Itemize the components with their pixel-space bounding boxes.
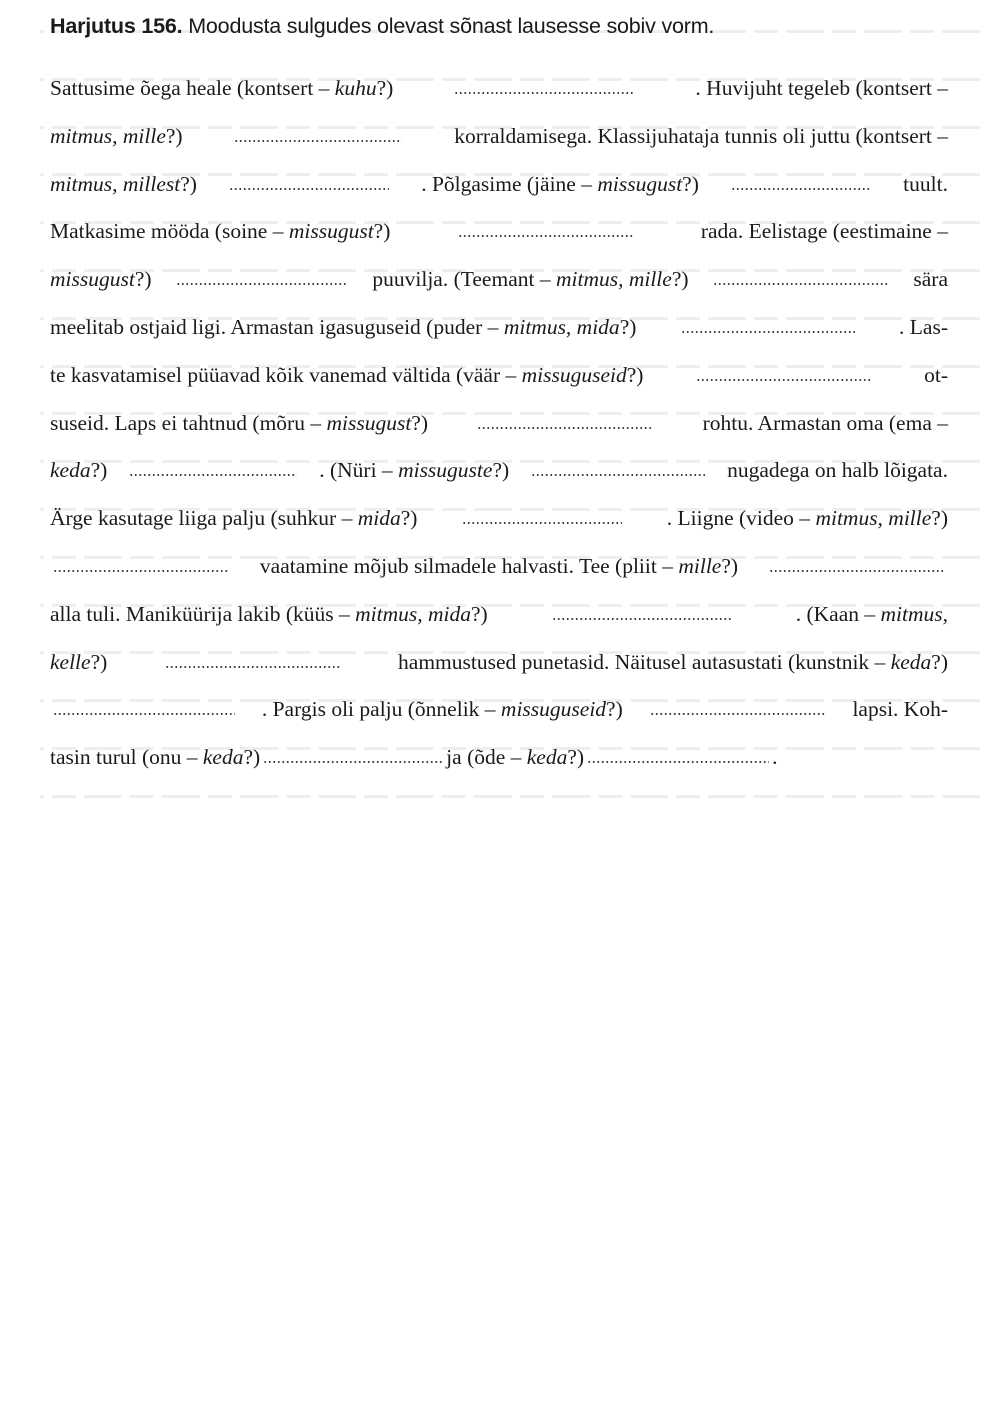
sentence-text: . (Kaan – (795, 601, 881, 626)
case-hint: missugust (326, 410, 412, 435)
answer-blank[interactable] (462, 521, 622, 525)
answer-blank[interactable] (234, 139, 402, 143)
case-hint: kuhu (334, 76, 377, 100)
answer-blank[interactable] (53, 712, 235, 716)
exercise-heading (50, 14, 714, 39)
exercise-line (50, 359, 948, 391)
exercise-line (50, 646, 948, 678)
case-hint: kelle (50, 649, 91, 674)
text-fragment (913, 263, 948, 295)
sentence-text: ?) (90, 649, 108, 674)
exercise-line (50, 550, 948, 582)
answer-blank[interactable] (454, 91, 634, 95)
sentence-text: ?) (671, 267, 689, 292)
text-fragment (796, 598, 948, 630)
sentence-text: ?) (400, 506, 418, 531)
text-fragment (924, 359, 948, 391)
sentence-text: ?) (376, 76, 394, 100)
sentence-text: ?) (243, 745, 261, 770)
sentence-text: nugadega on halb lõigata. (727, 458, 948, 483)
sentence-text: te kasvatamisel püüavad kõik vanemad vältida (väär – (50, 362, 522, 387)
answer-blank[interactable] (477, 426, 653, 430)
text-fragment (319, 454, 509, 486)
answer-blank[interactable] (552, 617, 732, 621)
sentence-text: puuvilja. (Teemant – (372, 267, 556, 292)
text-fragment (50, 598, 488, 630)
case-hint: missuguseid (500, 697, 607, 722)
text-fragment (50, 168, 197, 200)
sentence-text: ?) (931, 506, 948, 531)
text-fragment (260, 550, 738, 582)
answer-blank[interactable] (696, 378, 872, 382)
sentence-text: rada. Eelistage (eestimaine – (700, 219, 948, 244)
text-fragment (701, 215, 948, 247)
case-hint: missugust (288, 219, 374, 244)
case-hint: missuguseid (521, 362, 627, 387)
case-hint: mitmus, (880, 601, 948, 626)
answer-blank[interactable] (587, 760, 769, 764)
answer-blank[interactable] (769, 569, 945, 573)
answer-blank[interactable] (229, 187, 389, 191)
text-fragment (398, 646, 948, 678)
text-fragment (50, 454, 107, 486)
sentence-text: ?) (165, 123, 183, 148)
answer-blank[interactable] (165, 665, 341, 669)
sentence-text: . Pargis oli palju (õnnelik – (261, 697, 501, 722)
case-hint: mitmus, millest (50, 171, 181, 196)
text-fragment (703, 407, 948, 439)
case-hint: mille (678, 554, 722, 578)
exercise-line (50, 693, 948, 725)
sentence-text: rohtu. Armastan oma (ema – (702, 410, 948, 435)
case-hint: mitmus, mille (50, 123, 166, 148)
exercise-line (50, 311, 948, 343)
text-fragment (50, 741, 260, 773)
sentence-text: ?) (931, 649, 948, 674)
text-fragment (421, 168, 699, 200)
text-fragment (50, 407, 428, 439)
sentence-text: . (Nüri – (319, 458, 399, 483)
case-hint: keda (202, 745, 244, 770)
sentence-text: lapsi. Koh- (852, 697, 948, 722)
text-fragment (50, 263, 152, 295)
sentence-text: . (772, 745, 778, 770)
exercise-line (50, 72, 948, 104)
text-fragment (50, 359, 643, 391)
sentence-text: ?) (180, 171, 197, 196)
sentence-text: hammustused punetasid. Näitusel autasustati (kunstnik – (398, 649, 891, 674)
bleed-through-line (40, 795, 980, 798)
text-fragment (852, 693, 948, 725)
text-fragment (50, 311, 636, 343)
sentence-text: ?) (626, 362, 644, 387)
sentence-text: meelitab ostjaid ligi. Armastan igasuguseid (puder – (50, 315, 504, 339)
case-hint: keda (50, 458, 91, 483)
sentence-text: Ärge kasutage liiga palju (suhkur – (50, 506, 358, 531)
sentence-text: ?) (567, 745, 585, 770)
sentence-text: ?) (606, 697, 623, 722)
sentence-text: ?) (492, 458, 510, 483)
case-hint: mitmus, mille (555, 267, 672, 292)
sentence-text: ?) (373, 219, 391, 244)
sentence-text: . Las- (899, 315, 948, 339)
sentence-text: ?) (90, 458, 108, 483)
answer-blank[interactable] (713, 282, 889, 286)
text-fragment (667, 502, 948, 534)
case-hint: missugust (597, 171, 683, 196)
case-hint: missugust (50, 267, 135, 292)
answer-blank[interactable] (681, 330, 855, 334)
sentence-text: Matkasime mööda (soine – (50, 219, 289, 244)
exercise-line (50, 215, 948, 247)
text-fragment (50, 120, 183, 152)
exercise-line (50, 741, 948, 773)
exercise-instruction: Moodusta sulgudes olevast sõnast lausesse sobiv vorm. (188, 14, 715, 38)
sentence-text: korraldamisega. Klassijuhataja tunnis oli juttu (kontsert – (454, 123, 948, 148)
sentence-text: tuult. (903, 171, 948, 196)
sentence-text: ?) (721, 554, 739, 578)
case-hint: keda (890, 649, 932, 674)
text-fragment (50, 646, 107, 678)
exercise-line (50, 598, 948, 630)
sentence-text: ?) (682, 171, 699, 196)
answer-blank[interactable] (531, 473, 705, 477)
sentence-text: sära (913, 267, 948, 292)
text-fragment (446, 741, 584, 773)
exercise-line (50, 454, 948, 486)
text-fragment (772, 741, 777, 773)
text-fragment (50, 72, 393, 104)
sentence-text: . Huvijuht tegeleb (kontsert – (695, 76, 948, 100)
case-hint: missuguste (398, 458, 493, 483)
text-fragment (727, 454, 948, 486)
sentence-text: Sattusime õega heale (kontsert – (50, 76, 335, 100)
answer-blank[interactable] (650, 712, 826, 716)
text-fragment (899, 311, 948, 343)
exercise-line (50, 168, 948, 200)
text-fragment (262, 693, 623, 725)
answer-blank[interactable] (263, 760, 443, 764)
sentence-text: ot- (924, 362, 948, 387)
text-fragment (454, 120, 948, 152)
sentence-text: tasin turul (onu – (50, 745, 203, 770)
text-fragment (372, 263, 688, 295)
text-fragment (695, 72, 948, 104)
sentence-text: vaatamine mõjub silmadele halvasti. Tee (pliit – (259, 554, 679, 578)
case-hint: mitmus, mida (355, 601, 472, 626)
sentence-text: alla tuli. Maniküürija lakib (küüs – (50, 601, 356, 626)
text-fragment (903, 168, 948, 200)
sentence-text: ?) (134, 267, 152, 292)
sentence-text: ja (õde – (446, 745, 527, 770)
exercise-line (50, 263, 948, 295)
sentence-text: ?) (471, 601, 488, 626)
exercise-line (50, 407, 948, 439)
sentence-text: suseid. Laps ei tahtnud (mõru – (50, 410, 327, 435)
sentence-text: . Liigne (video – (666, 506, 816, 531)
text-fragment (50, 215, 390, 247)
exercise-number: Harjutus 156. (50, 14, 183, 38)
case-hint: keda (526, 745, 568, 770)
answer-blank[interactable] (129, 473, 297, 477)
sentence-text: . Põlgasime (jäine – (421, 171, 598, 196)
exercise-line (50, 120, 948, 152)
answer-blank[interactable] (176, 282, 348, 286)
case-hint: mitmus, mille (815, 506, 932, 531)
answer-blank[interactable] (458, 234, 634, 238)
answer-blank[interactable] (53, 569, 229, 573)
sentence-text: ?) (619, 315, 637, 339)
case-hint: mida (357, 506, 401, 531)
exercise-line (50, 502, 948, 534)
text-fragment (50, 502, 417, 534)
sentence-text: ?) (411, 410, 428, 435)
case-hint: mitmus, mida (503, 315, 620, 339)
answer-blank[interactable] (731, 187, 871, 191)
